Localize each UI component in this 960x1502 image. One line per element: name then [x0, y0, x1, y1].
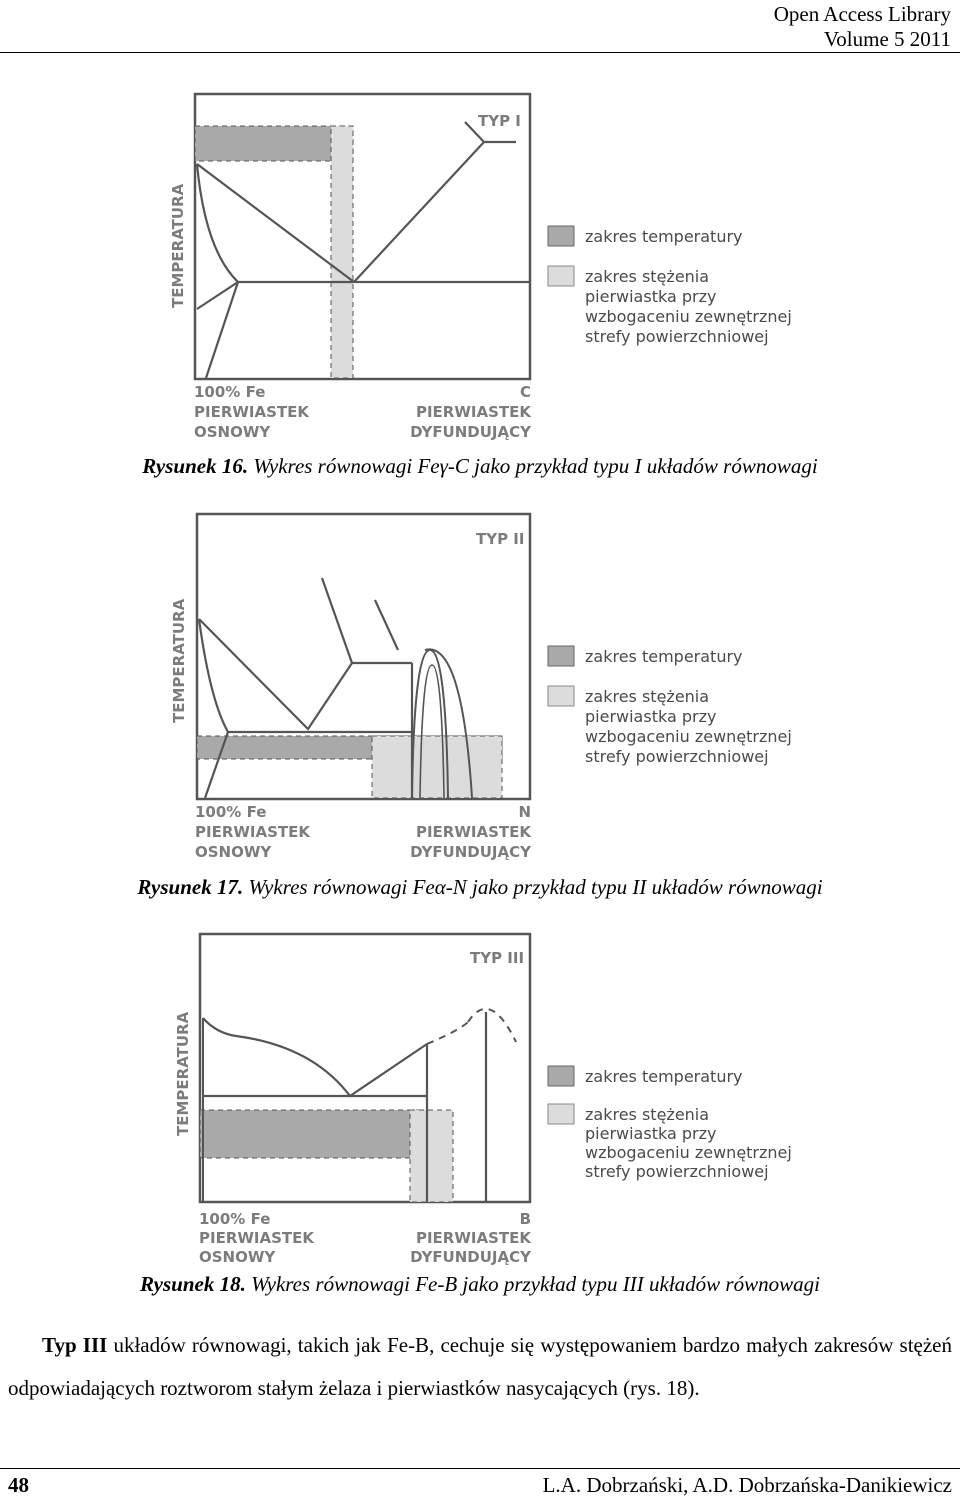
legend-conc-label-2: pierwiastka przy — [585, 1124, 717, 1143]
caption-text: Wykres równowagi Feγ-C jako przykład typu I układów równowagi — [248, 454, 818, 478]
figure-18-diagram — [0, 920, 960, 1270]
left-axis-label-1: 100% Fe — [195, 803, 267, 821]
legend-conc-label-1: zakres stężenia — [585, 267, 710, 286]
legend-conc-label-2: pierwiastka przy — [585, 707, 717, 726]
left-axis-label-1: 100% Fe — [199, 1210, 271, 1228]
legend-conc-label-2: pierwiastka przy — [585, 287, 717, 306]
legend-conc-label-4: strefy powierzchniowej — [585, 1162, 769, 1181]
footer-authors: L.A. Dobrzański, A.D. Dobrzańska-Danikiewicz — [542, 1473, 952, 1497]
body-paragraph — [8, 1324, 952, 1410]
right-axis-label-2: PIERWIASTEK — [415, 823, 531, 841]
figure-17-diagram — [0, 500, 960, 870]
figure-18-caption — [0, 1272, 960, 1297]
footer-rule — [0, 1468, 960, 1469]
right-axis-label-3: DYFUNDUJĄCY — [410, 423, 531, 441]
right-axis-label-3: DYFUNDUJĄCY — [410, 1248, 531, 1266]
header-rule — [0, 52, 960, 53]
legend-conc-swatch — [548, 686, 574, 706]
figure-16-caption — [0, 454, 960, 479]
y-axis-label: TEMPERATURA — [169, 183, 187, 308]
paragraph-text: układów równowagi, takich jak Fe-B, cechuje się występowaniem bardzo małych zakresów stężeń odpowiadających roztworom stałym żelaza i pierwiastków nasycających (rys. 18). — [8, 1333, 952, 1400]
legend-conc-label-3: wzbogaceniu zewnętrznej — [585, 1143, 792, 1162]
caption-label: Rysunek 17. — [137, 875, 244, 899]
paragraph-lead: Typ III — [42, 1333, 108, 1357]
temp-range-band — [200, 1110, 425, 1158]
temp-range-band — [195, 126, 353, 161]
legend-temp-label: zakres temperatury — [585, 227, 743, 246]
type-label: TYP III — [470, 949, 525, 967]
legend-conc-label-1: zakres stężenia — [585, 1105, 710, 1124]
header-series: Open Access Library — [773, 2, 951, 26]
legend-conc-label-4: strefy powierzchniowej — [585, 327, 769, 346]
legend-conc-swatch — [548, 1104, 574, 1124]
legend-temp-swatch — [548, 646, 574, 666]
legend-conc-label-3: wzbogaceniu zewnętrznej — [585, 727, 792, 746]
right-axis-label-1: N — [518, 803, 531, 821]
legend-temp-swatch — [548, 1066, 574, 1086]
type-label: TYP I — [478, 112, 521, 130]
right-axis-label-3: DYFUNDUJĄCY — [410, 843, 531, 861]
legend-conc-label-4: strefy powierzchniowej — [585, 747, 769, 766]
left-axis-label-2: PIERWIASTEK — [195, 823, 311, 841]
conc-range-band — [410, 1110, 453, 1202]
caption-label: Rysunek 16. — [142, 454, 249, 478]
left-axis-label-3: OSNOWY — [195, 843, 272, 861]
legend-temp-label: zakres temperatury — [585, 1067, 743, 1086]
legend-conc-swatch — [548, 266, 574, 286]
caption-label: Rysunek 18. — [140, 1272, 246, 1296]
legend-conc-label-3: wzbogaceniu zewnętrznej — [585, 307, 792, 326]
left-axis-label-2: PIERWIASTEK — [199, 1229, 315, 1247]
caption-text: Wykres równowagi Fe-B jako przykład typu III układów równowagi — [245, 1272, 820, 1296]
type-label: TYP II — [476, 530, 525, 548]
y-axis-label: TEMPERATURA — [174, 1011, 192, 1136]
caption-text: Wykres równowagi Feα-N jako przykład typu II układów równowagi — [243, 875, 823, 899]
left-axis-label-3: OSNOWY — [199, 1248, 276, 1266]
y-axis-label: TEMPERATURA — [170, 598, 188, 723]
right-axis-label-2: PIERWIASTEK — [415, 1229, 531, 1247]
body-paragraph-block — [8, 1324, 952, 1410]
figure-16-diagram — [0, 80, 960, 450]
right-axis-label-2: PIERWIASTEK — [415, 403, 531, 421]
right-axis-label-1: B — [519, 1210, 531, 1228]
page-number: 48 — [8, 1473, 29, 1497]
conc-range-band — [372, 736, 502, 798]
running-header — [774, 2, 951, 52]
header-volume: Volume 5 2011 — [823, 27, 951, 51]
right-axis-label-1: C — [519, 383, 531, 401]
figure-17-caption — [0, 875, 960, 900]
conc-range-band — [331, 126, 353, 378]
left-axis-label-3: OSNOWY — [194, 423, 271, 441]
left-axis-label-1: 100% Fe — [194, 383, 266, 401]
legend-temp-label: zakres temperatury — [585, 647, 743, 666]
plot-frame — [200, 934, 530, 1202]
left-axis-label-2: PIERWIASTEK — [194, 403, 310, 421]
legend-conc-label-1: zakres stężenia — [585, 687, 710, 706]
legend-temp-swatch — [548, 226, 574, 246]
